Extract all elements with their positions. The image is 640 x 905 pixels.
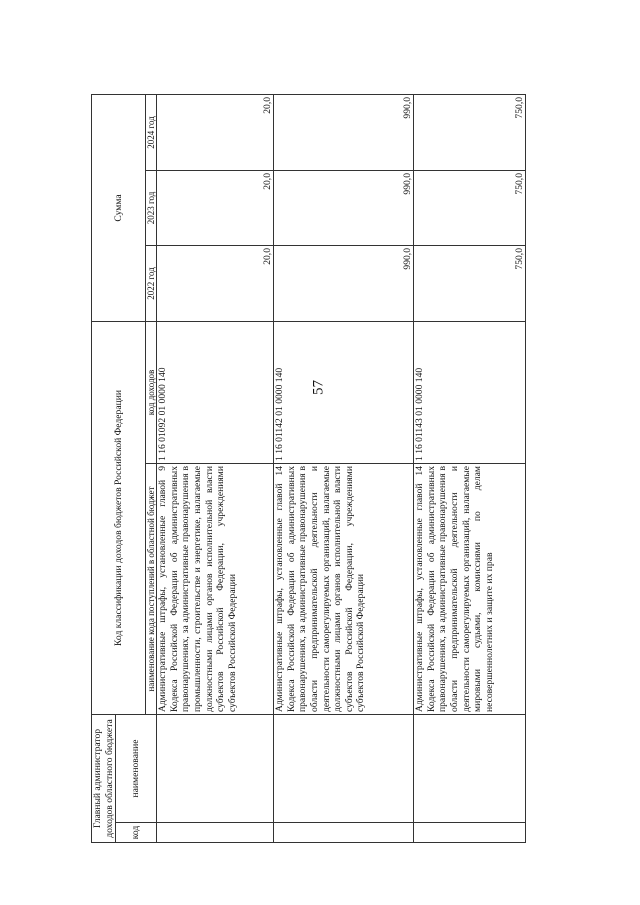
row-description: Административные штрафы, установленные главой 14 Кодекса Российской Федерации об административных правонарушениях, за административные правонарушения в области предпринимательской деятельности и деятельности саморегулируемых организаций, налагаемые должностными лицами органов исполнительной власти субъектов Российской Федерации, учреждениями субъектов Российской Федерации [274, 464, 414, 715]
header-sum-group: Сумма [92, 94, 146, 321]
page-number: 57 [310, 380, 327, 395]
row-sum-2023: 750,0 [414, 170, 526, 245]
header-kod: код [116, 823, 157, 843]
row-income-code: 1 16 01143 01 0000 140 [414, 321, 526, 463]
table-row [414, 94, 526, 842]
row-sum-2024: 990,0 [274, 94, 414, 170]
row-sum-2024: 20,0 [157, 94, 274, 170]
row-name [274, 715, 414, 823]
row-description: Административные штрафы, установленные главой 14 Кодекса Российской Федерации об административных правонарушениях, за административные правонарушения в области предпринимательской деятельности и деятельности саморегулируемых организаций, налагаемые мировыми судьями, комиссиями по делам несовершеннолетних и защите их прав [414, 464, 526, 715]
row-sum-2022: 990,0 [274, 245, 414, 321]
header-year-2022: 2022 год [146, 245, 157, 321]
rotated-table-wrapper [91, 95, 526, 843]
row-income-code: 1 16 01092 01 0000 140 [157, 321, 274, 463]
row-income-code: 1 16 01142 01 0000 140 [274, 321, 414, 463]
header-admin-group: Главный администратор доходов областного бюджета [92, 715, 116, 843]
header-classification-group: Код классификации доходов бюджетов Российской Федерации [92, 321, 146, 714]
row-sum-2023: 20,0 [157, 170, 274, 245]
row-kod [414, 823, 526, 843]
row-sum-2024: 750,0 [414, 94, 526, 170]
header-income-code: код доходов [146, 321, 157, 463]
row-description: Административные штрафы, установленные главой 9 Кодекса Российской Федерации об административных правонарушениях, за административные правонарушения в промышленности, строительстве и энергетике, налагаемые должностными лицами органов исполнительной власти субъектов Российской Федерации, учреждениями субъектов Российской Федерации [157, 464, 274, 715]
header-year-2024: 2024 год [146, 94, 157, 170]
table-row [274, 94, 414, 842]
row-name [157, 715, 274, 823]
row-sum-2022: 20,0 [157, 245, 274, 321]
row-sum-2022: 750,0 [414, 245, 526, 321]
row-name [414, 715, 526, 823]
header-income-name: наименование кода поступлений в областной бюджет [146, 464, 157, 715]
header-year-2023: 2023 год [146, 170, 157, 245]
table-row [157, 94, 274, 842]
row-kod [157, 823, 274, 843]
row-kod [274, 823, 414, 843]
income-table [91, 94, 526, 843]
row-sum-2023: 990,0 [274, 170, 414, 245]
header-naimenovanie: наименование [116, 715, 157, 823]
